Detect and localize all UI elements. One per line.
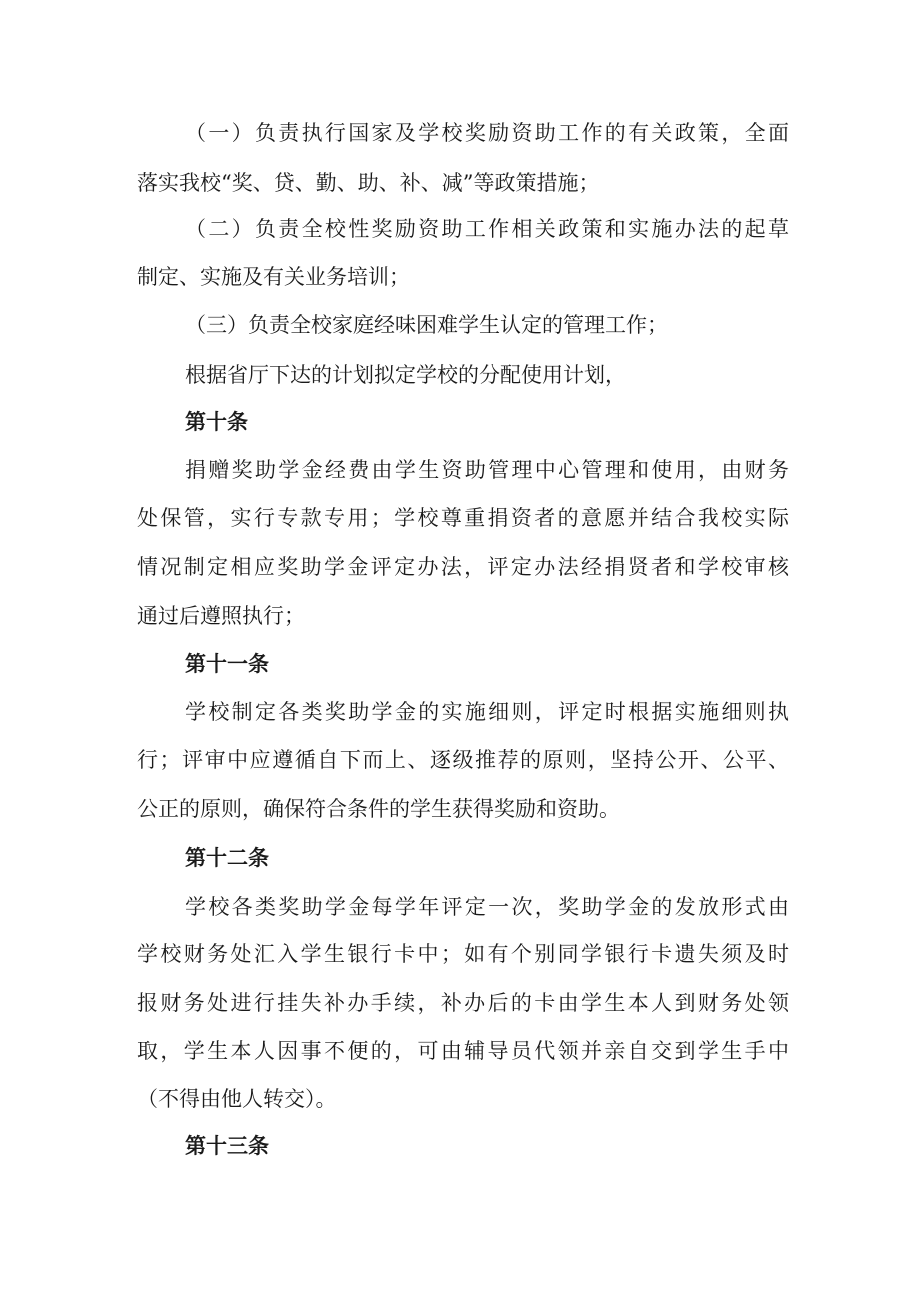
paragraph-line: （一）负责执行国家及学校奖励资助工作的有关政策，全面 (185, 121, 789, 145)
paragraph-line: 落实我校“奖、贷、勤、助、补、减”等政策措施； (137, 171, 600, 195)
paragraph-line: 制定、实施及有关业务培训； (137, 265, 410, 289)
paragraph-line: 处保管，实行专款专用；学校尊重捐资者的意愿并结合我校实际 (137, 506, 789, 530)
paragraph-line: 情况制定相应奖助学金评定办法，评定办法经捐贤者和学校审核 (137, 555, 789, 579)
paragraph-line: 行；评审中应遵循自下而上、逐级推荐的原则，坚持公开、公平、 (137, 748, 789, 772)
paragraph-line: （不得由他人转交）。 (137, 1087, 337, 1111)
article-heading: 第十三条 (185, 1134, 269, 1158)
article-heading: 第十条 (185, 410, 248, 434)
paragraph-line: 学校制定各类奖助学金的实施细则，评定时根据实施细则执 (185, 700, 789, 724)
paragraph-line: （二）负责全校性奖励资助工作相关政策和实施办法的起草 (185, 217, 789, 241)
paragraph-line: 根据省厅下达的计划拟定学校的分配使用计划， (185, 363, 626, 387)
article-heading: 第十二条 (185, 846, 269, 870)
paragraph-line: 取，学生本人因事不便的，可由辅导员代领并亲自交到学生手中 (137, 1039, 789, 1063)
paragraph-line: 学校财务处汇入学生银行卡中；如有个别同学银行卡遗失须及时 (137, 942, 789, 966)
paragraph-line: 学校各类奖助学金每学年评定一次，奖助学金的发放形式由 (185, 895, 789, 919)
paragraph-line: 通过后遵照执行； (137, 604, 305, 628)
article-heading: 第十一条 (185, 652, 269, 676)
paragraph-line: （三）负责全校家庭经味困难学生认定的管理工作； (185, 313, 668, 337)
paragraph-line: 捐赠奖助学金经费由学生资助管理中心管理和使用，由财务 (185, 458, 789, 482)
paragraph-line: 报财务处进行挂失补办手续，补办后的卡由学生本人到财务处领 (137, 991, 789, 1015)
paragraph-line: 公正的原则，确保符合条件的学生获得奖励和资助。 (137, 797, 620, 821)
